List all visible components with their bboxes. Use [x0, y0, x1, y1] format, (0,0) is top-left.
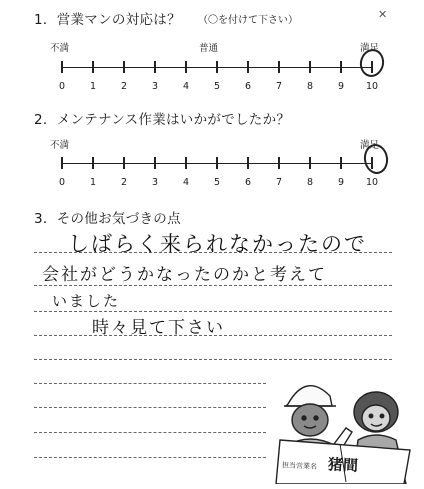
scale-tick-label: 8: [306, 177, 314, 188]
answer-line: [34, 457, 266, 458]
scale-tick-label: 5: [213, 81, 221, 92]
scale-tick-label: 2: [120, 81, 128, 92]
scale-tick[interactable]: [154, 61, 155, 73]
scale-tick-label: 3: [151, 81, 159, 92]
scale-tick[interactable]: [61, 157, 62, 169]
scale-tick[interactable]: [247, 61, 248, 73]
scale-tick-label: 6: [244, 177, 252, 188]
scale-tick-label: 2: [120, 177, 128, 188]
scale-tick-label: 4: [182, 177, 190, 188]
scale-tick-label: 6: [244, 81, 252, 92]
scale-tick[interactable]: [247, 157, 248, 169]
scale-tick[interactable]: [92, 61, 93, 73]
answer-line: [34, 432, 266, 433]
scale-tick[interactable]: [216, 61, 217, 73]
scale-tick[interactable]: [340, 157, 341, 169]
question-1-title: 1．営業マンの対応は？: [34, 12, 181, 28]
q1-label-normal: 普通: [199, 43, 219, 54]
scale-tick[interactable]: [309, 157, 310, 169]
scale-tick-label: 0: [58, 177, 66, 188]
scale-tick[interactable]: [278, 61, 279, 73]
q1-label-satisfied: 満足: [360, 43, 380, 54]
scale-tick-label: 1: [89, 81, 97, 92]
q2-selected-circle-icon: [362, 142, 390, 175]
scale-tick[interactable]: [309, 61, 310, 73]
scale-tick[interactable]: [185, 157, 186, 169]
scale-tick-label: 3: [151, 177, 159, 188]
answer-line: [34, 285, 392, 286]
scale-tick[interactable]: [61, 61, 62, 73]
scale-tick[interactable]: [216, 157, 217, 169]
scale-tick-label: 9: [337, 81, 345, 92]
scale-tick-label: 10: [365, 177, 379, 188]
q2-label-dissatisfied: 不満: [50, 140, 70, 151]
scale-tick[interactable]: [278, 157, 279, 169]
scale-tick-label: 4: [182, 81, 190, 92]
answer-line: [34, 359, 392, 360]
scale-tick-label: 0: [58, 81, 66, 92]
q1-label-dissatisfied: 不満: [50, 43, 70, 54]
q2-label-satisfied: 満足: [360, 140, 380, 151]
scale-tick-label: 7: [275, 177, 283, 188]
question-1-note: （〇を付けて下さい）: [198, 15, 298, 26]
scale-tick-label: 10: [365, 81, 379, 92]
scale-tick-label: 9: [337, 177, 345, 188]
scale-tick[interactable]: [123, 61, 124, 73]
handwritten-comment-line-1: しばらく来られなかったので: [68, 232, 367, 256]
answer-line: [34, 407, 266, 408]
question-3-title: 3．その他お気づきの点: [34, 211, 181, 227]
handwritten-comment-line-2: 会社がどうかなったのかと考えて: [42, 265, 327, 285]
scale-tick[interactable]: [92, 157, 93, 169]
scale-tick[interactable]: [185, 61, 186, 73]
scale-tick[interactable]: [154, 157, 155, 169]
corner-mark-icon: ✕: [378, 8, 388, 21]
answer-line: [34, 311, 392, 312]
scale-tick[interactable]: [340, 61, 341, 73]
handwritten-comment-line-3: いました: [52, 292, 121, 310]
staff-name-caption: 担当営業名: [281, 461, 318, 471]
scale-tick[interactable]: [123, 157, 124, 169]
handwritten-comment-line-4: 時々見て下さい: [92, 318, 225, 338]
answer-line: [34, 383, 266, 384]
staff-name: 猪間: [327, 455, 359, 475]
question-2-title: 2．メンテナンス作業はいかがでしたか？: [34, 112, 291, 128]
scale-tick-label: 5: [213, 177, 221, 188]
scale-tick-label: 8: [306, 81, 314, 92]
scale-tick-label: 7: [275, 81, 283, 92]
scale-tick-label: 1: [89, 177, 97, 188]
